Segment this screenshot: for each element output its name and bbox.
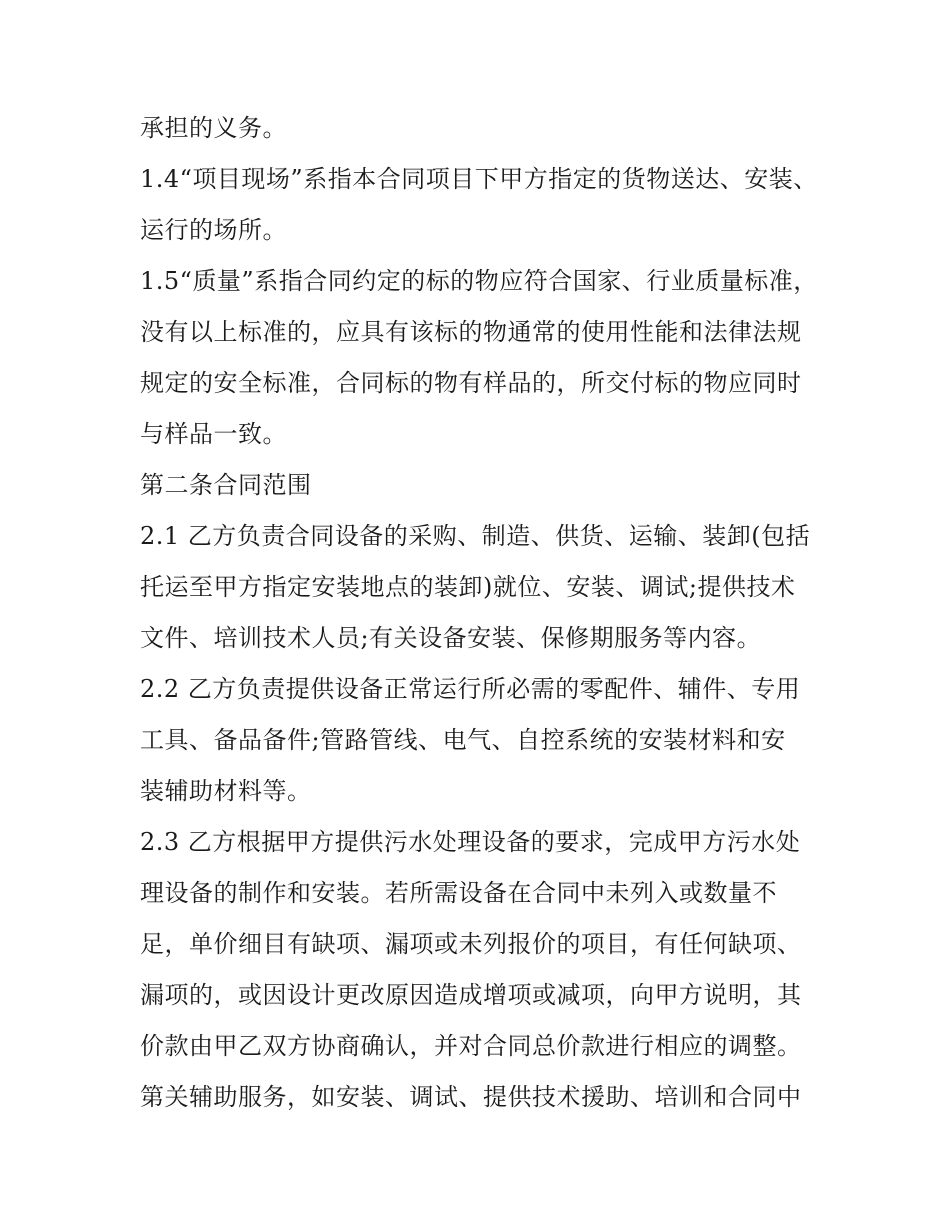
text-line: 1.5“质量”系指合同约定的标的物应符合国家、行业质量标准， xyxy=(140,267,818,295)
text-line: 工具、备品备件;管路管线、电气、自控系统的安装材料和安 xyxy=(140,726,786,754)
section-heading: 第二条合同范围 xyxy=(140,471,312,499)
text-line: 2.3 乙方根据甲方提供污水处理设备的要求，完成甲方污水处 xyxy=(140,828,801,856)
text-line: 与样品一致。 xyxy=(140,420,287,448)
text-line: 2.2 乙方负责提供设备正常运行所必需的零配件、辅件、专用 xyxy=(140,675,801,703)
text-line: 文件、培训技术人员;有关设备安装、保修期服务等内容。 xyxy=(140,624,762,652)
text-line: 2.1 乙方负责合同设备的采购、制造、供货、运输、装卸(包括 xyxy=(140,522,811,550)
text-line: 托运至甲方指定安装地点的装卸)就位、安装、调试;提供技术 xyxy=(140,573,796,601)
text-line: 承担的义务。 xyxy=(140,114,287,142)
text-line: 理设备的制作和安装。若所需设备在合同中未列入或数量不 xyxy=(140,879,777,907)
text-line: 1.4“项目现场”系指本合同项目下甲方指定的货物送达、安装、 xyxy=(140,165,818,193)
text-line: 装辅助材料等。 xyxy=(140,777,312,805)
text-line: 漏项的，或因设计更改原因造成增项或减项，向甲方说明，其 xyxy=(140,981,802,1009)
text-line: 运行的场所。 xyxy=(140,216,287,244)
text-line: 价款由甲乙双方协商确认，并对合同总价款进行相应的调整。 xyxy=(140,1032,802,1060)
text-line: 第关辅助服务，如安装、调试、提供技术援助、培训和合同中 xyxy=(140,1083,802,1111)
text-line: 没有以上标准的，应具有该标的物通常的使用性能和法律法规 xyxy=(140,318,802,346)
text-line: 足，单价细目有缺项、漏项或未列报价的项目，有任何缺项、 xyxy=(140,930,802,958)
text-line: 规定的安全标准，合同标的物有样品的，所交付标的物应同时 xyxy=(140,369,802,397)
